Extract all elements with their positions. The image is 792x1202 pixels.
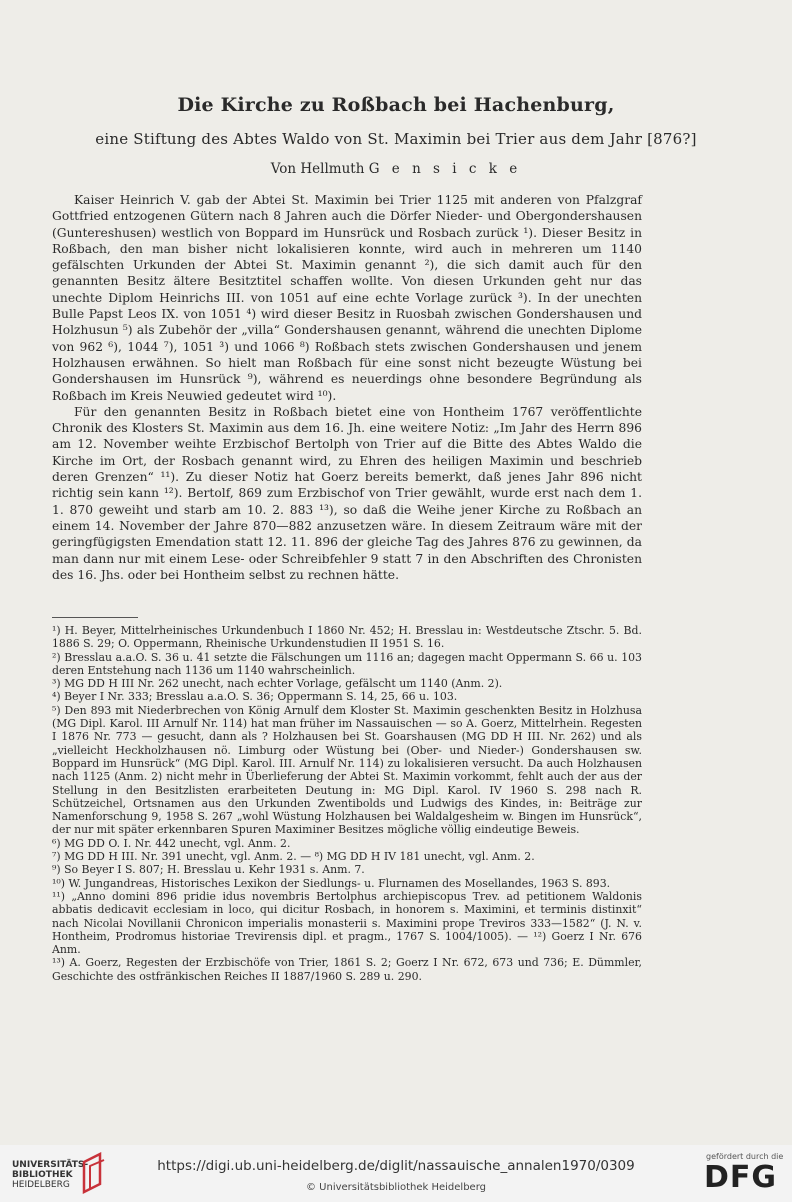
document-url-link[interactable]: https://digi.ub.uni-heidelberg.de/diglit/nassauische_annalen1970/0309	[157, 1158, 635, 1174]
footnote: ⁹) So Beyer I S. 807; H. Bresslau u. Kehr 1931 s. Anm. 7.	[52, 863, 365, 877]
author-name: G e n s i c k e	[368, 161, 522, 177]
footnote: ¹⁰) W. Jungandreas, Historisches Lexikon der Siedlungs- u. Flurnamen des Mosellandes, 1963 S. 893.	[52, 876, 611, 890]
author-line	[0, 161, 792, 177]
author-prefix: Von Hellmuth	[270, 161, 365, 177]
article-title: Die Kirche zu Roßbach bei Hachenburg,	[177, 94, 615, 116]
dfg-caption: gefördert durch die	[706, 1152, 784, 1161]
body-text	[52, 192, 642, 583]
footnote: ¹) H. Beyer, Mittelrheinisches Urkundenbuch I 1860 Nr. 452; H. Bresslau in: Westdeutsche Ztschr. 5. Bd. 1886 S. 29; O. Oppermann, Rheinische Urkundenstudien II 1951 S. 16.	[52, 624, 642, 651]
footnote: ²) Bresslau a.a.O. S. 36 u. 41 setzte die Fälschungen um 1116 an; dagegen macht Oppermann S. 66 u. 103 deren Entstehung nach 1136 um 1140 wahrscheinlich.	[52, 650, 642, 677]
library-name-line: UNIVERSITÄTS-	[12, 1160, 89, 1170]
footnote: ⁵) Den 893 mit Niederbrechen von König Arnulf dem Kloster St. Maximin geschenkten Besitz in Holzhusa (MG Dipl. Karol. III Arnulf Nr. 114) hat man früher im Nassauischen — so A. Goerz, Mittelrhein. Regesten I 1876 Nr. 773 — gesucht, dann als ? Holzhausen bei St. Goarshausen (MG DD H III. Nr. 262) und als „vielleicht Heckholzhausen nö. Limburg oder Wüstung bei (Ober- und Nieder-) Gondershausen sw. Boppard im Hunsrück“ (MG Dipl. Karol. III. Arnulf Nr. 114) zu lokalisieren versucht. Da auch Holzhausen nach 1125 (Anm. 2) nicht mehr in Überlieferung der Abtei St. Maximin vorkommt, fehlt auch der aus der Stellung in den Besitzlisten erarbeiteten Deutung in: MG Dipl. Karol. IV 1960 S. 298 nach R. Schützeichel, Ortsnamen aus den Urkunden Zwentibolds und Ludwigs des Kindes, in: Beiträge zur Namenforschung 9, 1958 S. 267 „wohl Wüstung Holzhausen bei Waldalgesheim w. Bingen im Hunsrück“, der nur mit später erkennbaren Spuren Maximiner Besitzes mögliche völlig eindeutige Beweis.	[52, 703, 642, 837]
footnote: ¹³) A. Goerz, Regesten der Erzbischöfe von Trier, 1861 S. 2; Goerz I Nr. 672, 673 und 736; E. Dümmler, Geschichte des ostfränkischen Reiches II 1887/1960 S. 289 u. 290.	[52, 956, 642, 983]
article-subtitle: eine Stiftung des Abtes Waldo von St. Maximin bei Trier aus dem Jahr [876?]	[95, 130, 697, 148]
footnote: ⁶) MG DD O. I. Nr. 442 unecht, vgl. Anm. 2.	[52, 836, 291, 850]
library-name-line: BIBLIOTHEK	[12, 1170, 73, 1180]
dfg-logo[interactable]: DFG	[704, 1160, 778, 1195]
footnote: ⁴) Beyer I Nr. 333; Bresslau a.a.O. S. 36; Oppermann S. 14, 25, 66 u. 103.	[52, 690, 458, 704]
footnote-divider	[52, 617, 138, 618]
paragraph-1: Kaiser Heinrich V. gab der Abtei St. Maximin bei Trier 1125 mit anderen von Pfalzgraf Gottfried entzogenen Gütern nach 8 Jahren auch die Dörfer Nieder- und Obergondershausen (Guntereshusen) westlich von Boppard im Hunsrück und Rosbach zurück ¹). Dieser Besitz in Roßbach, den man bisher nicht lokalisieren konnte, wird auch in mehreren um 1140 gefälschten Urkunden der Abtei St. Maximin genannt ²), die sich damit auch für den genannten Besitz ältere Besitztitel schaffen wollte. Von diesen Urkunden geht nur das unechte Diplom Heinrichs III. von 1051 auf eine echte Vorlage zurück ³). In der unechten Bulle Papst Leos IX. von 1051 ⁴) wird dieser Besitz in Ruosbah zwischen Gondershausen und Holzhusun ⁵) als Zubehör der „villa“ Gondershausen genannt, während die unechten Diplome von 962 ⁶), 1044 ⁷), 1051 ³) und 1066 ⁸) Roßbach stets zwischen Gondershausen und jenem Holzhausen erwähnen. So hielt man Roßbach für eine sonst nicht bezeugte Wüstung bei Gondershausen im Hunsrück ⁹), während es neuerdings ohne besondere Begründung als Roßbach im Kreis Neuwied gedeutet wird ¹⁰).	[52, 193, 642, 403]
copyright-notice: © Universitätsbibliothek Heidelberg	[305, 1182, 486, 1193]
footnotes	[52, 624, 642, 983]
library-name-line: HEIDELBERG	[12, 1180, 70, 1190]
footnote: ³) MG DD H III Nr. 262 unecht, nach echter Vorlage, gefälscht um 1140 (Anm. 2).	[52, 677, 503, 691]
footnote: ⁷) MG DD H III. Nr. 391 unecht, vgl. Anm. 2. — ⁸) MG DD H IV 181 unecht, vgl. Anm. 2.	[52, 850, 535, 864]
paragraph-2: Für den genannten Besitz in Roßbach bietet eine von Hontheim 1767 veröffentlichte Chronik des Klosters St. Maximin aus dem 16. Jh. eine weitere Notiz: „Im Jahr des Herrn 896 am 12. November weihte Erzbischof Bertolph von Trier auf die Bitte des Abtes Waldo die Kirche im Ort, der Rosbach genannt wird, zu Ehren des heiligen Maximin und beschrieb deren Grenzen“ ¹¹). Zu dieser Notiz hat Goerz bereits bemerkt, daß jenes Jahr 896 nicht richtig sein kann ¹²). Bertolf, 869 zum Erzbischof von Trier gewählt, wurde erst nach dem 1. 1. 870 geweiht und starb am 10. 2. 883 ¹³), so daß die Weihe jener Kirche zu Roßbach an einem 14. November der Jahre 870—882 anzusetzen wäre. In diesem Zeitraum wäre mit der geringfügigsten Emendation statt 12. 11. 896 der gleiche Tag des Jahres 876 zu gewinnen, da man dann nur mit einem Lese- oder Schreibfehler 9 statt 7 in den Abschriften des Chronisten des 16. Jhs. oder bei Hontheim selbst zu rechnen hätte.	[52, 404, 642, 582]
footnote: ¹¹) „Anno domini 896 pridie idus novembris Bertolphus archiepiscopus Trev. ad petitionem Waldonis abbatis dedicavit ecclesiam in loco, qui dicitur Rosbach, in honorem s. Maximini, et terminis distinxit“ nach Nicolai Novillanii Chronicon imperialis monasterii s. Maximini prope Treviros 333—1582“ (J. N. v. Hontheim, Prodromus historiae Trevirensis dipl. et pragm., 1767 S. 1004/1005). — ¹²) Goerz I Nr. 676 Anm.	[52, 889, 642, 957]
